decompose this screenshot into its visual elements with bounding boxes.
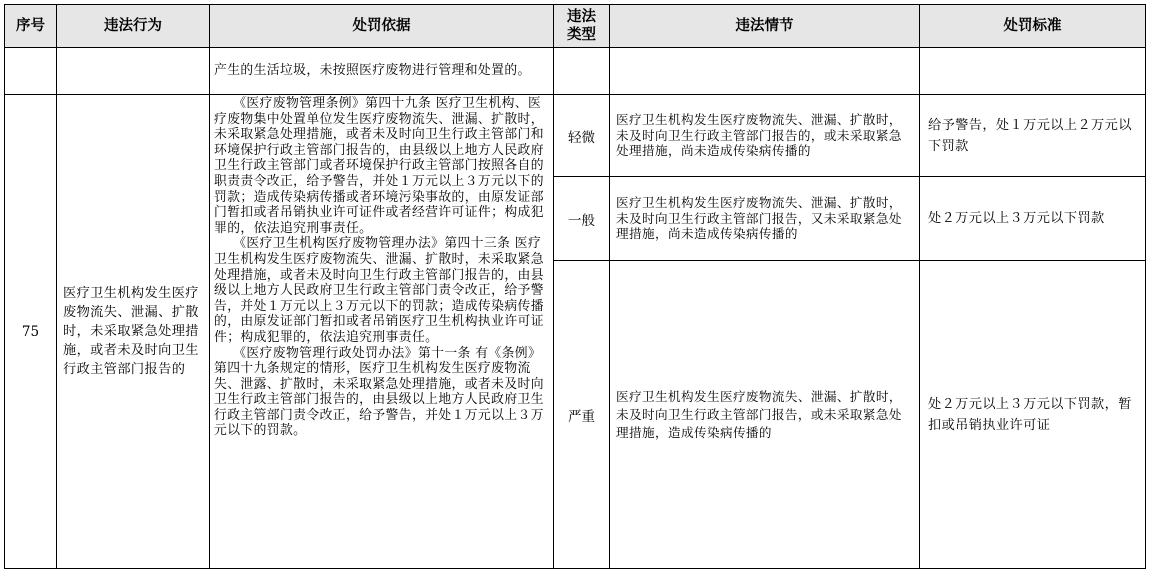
basis-paragraph: 《医疗废物管理行政处罚办法》第十一条 有《条例》第四十九条规定的情形，医疗卫生机构发生医疗废物流失、泄露、扩散时，未采取紧急处理措施，或者未及时向卫生行政主管部门报告的，由县级以上地方人民政府卫生行政主管部门责令改正，给予警告，并处１万元以上３万元以下的罚款。 (214, 345, 544, 439)
header-behavior: 违法行为 (57, 5, 210, 48)
standard-cell: 处２万元以上３万元以下罚款，暂扣或吊销执业许可证 (920, 261, 1146, 569)
continued-circumstance-cell (610, 48, 920, 95)
row-index: 75 (5, 95, 57, 569)
header-type: 违法 类型 (554, 5, 610, 48)
header-row (5, 5, 1146, 48)
table-row (5, 95, 1146, 177)
basis-paragraph: 《医疗卫生机构医疗废物管理办法》第四十三条 医疗卫生机构发生医疗废物流失、泄漏、扩散时，未采取紧急处理措施，或者未及时向卫生行政主管部门报告的，由县级以上地方人民政府卫生行政主管部门责令改正，给予警告，并处１万元以上３万元以下的罚款；造成传染病传播的，由原发证部门暂扣或者吊销医疗卫生机构执业许可证件；构成犯罪的，依法追究刑事责任。 (214, 236, 544, 345)
row-behavior: 医疗卫生机构发生医疗废物流失、泄漏、扩散时，未采取紧急处理措施，或者未及时向卫生行政主管部门报告的 (57, 95, 210, 569)
basis-paragraph: 《医疗废物管理条例》第四十九条 医疗卫生机构、医疗废物集中处置单位发生医疗废物流失、泄漏、扩散时，未采取紧急处理措施，或者未及时向卫生行政主管部门和环境保护行政主管部门报告的，由县级以上地方人民政府卫生行政主管部门或者环境保护行政主管部门按照各自的职责责令改正，给予警告，并处１万元以上３万元以下的罚款；造成传染病传播或者环境污染事故的，由原发证部门暂扣或者吊销执业许可证件或者经营许可证件；构成犯罪的，依法追究刑事责任。 (214, 96, 544, 236)
continued-row (5, 48, 1146, 95)
circumstance-cell: 医疗卫生机构发生医疗废物流失、泄漏、扩散时，未及时向卫生行政主管部门报告，又未采取紧急处理措施，尚未造成传染病传播的 (610, 177, 920, 261)
standard-cell: 处２万元以上３万元以下罚款 (920, 177, 1146, 261)
header-index: 序号 (5, 5, 57, 48)
type-cell: 严重 (554, 261, 610, 569)
type-cell: 一般 (554, 177, 610, 261)
row-basis (210, 95, 554, 569)
circumstance-cell: 医疗卫生机构发生医疗废物流失、泄漏、扩散时，未及时向卫生行政主管部门报告的，或未采取紧急处理措施，尚未造成传染病传播的 (610, 95, 920, 177)
continued-index-cell (5, 48, 57, 95)
header-basis: 处罚依据 (210, 5, 554, 48)
type-cell: 轻微 (554, 95, 610, 177)
penalty-table (4, 4, 1146, 569)
continued-behavior-cell (57, 48, 210, 95)
circumstance-cell: 医疗卫生机构发生医疗废物流失、泄漏、扩散时，未及时向卫生行政主管部门报告，或未采取紧急处理措施，造成传染病传播的 (610, 261, 920, 569)
standard-cell: 给予警告，处１万元以上２万元以下罚款 (920, 95, 1146, 177)
header-standard: 处罚标准 (920, 5, 1146, 48)
continued-basis-cell: 产生的生活垃圾，未按照医疗废物进行管理和处置的。 (210, 48, 554, 95)
continued-type-cell (554, 48, 610, 95)
continued-standard-cell (920, 48, 1146, 95)
header-circumstance: 违法情节 (610, 5, 920, 48)
